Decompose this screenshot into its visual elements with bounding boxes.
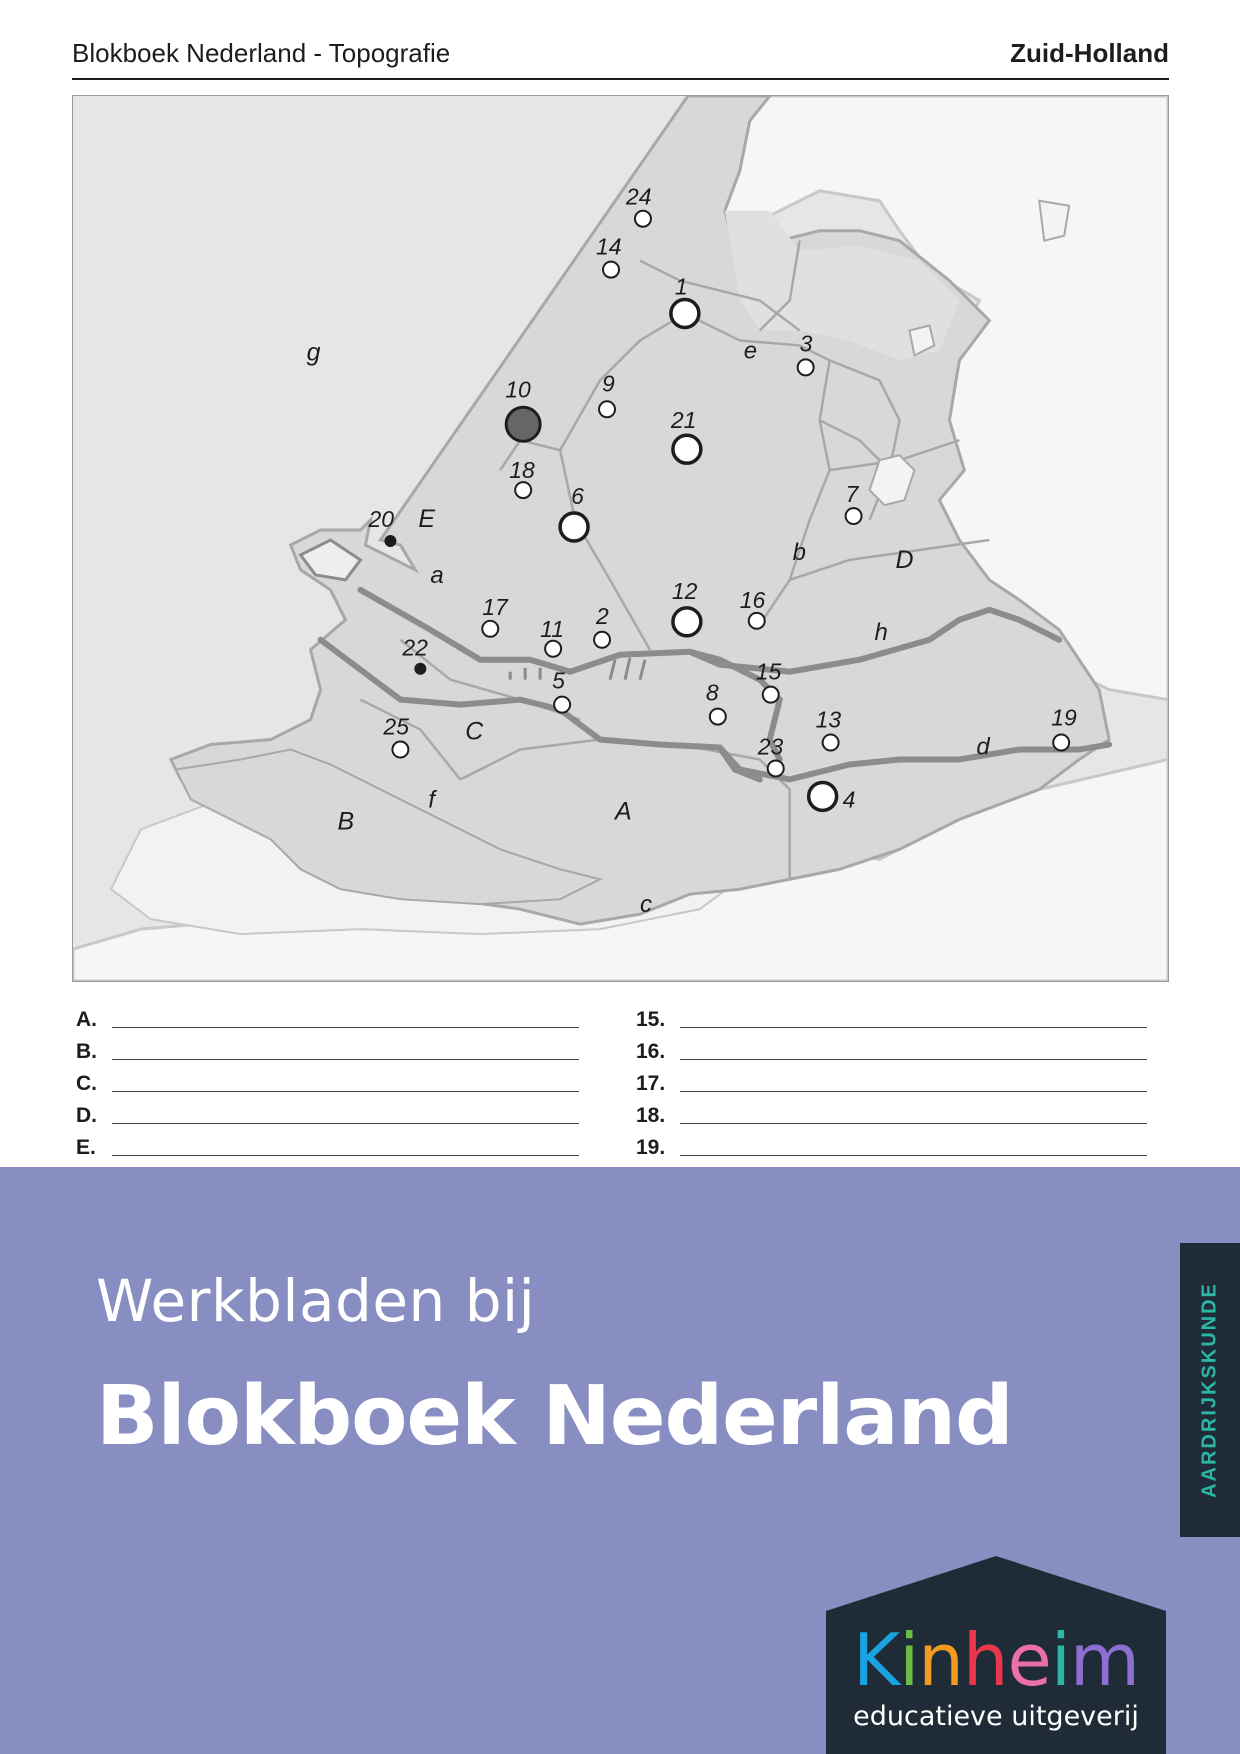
answer-key: B. (76, 1040, 97, 1063)
place-label-21: 21 (670, 407, 697, 434)
place-marker-24 (635, 211, 651, 227)
place-marker-13 (823, 735, 839, 751)
place-label-19: 19 (1051, 704, 1077, 731)
brand-tagline: educatieve uitgeverij (853, 1701, 1139, 1732)
water-label-f: f (428, 786, 436, 814)
brand-letter: i (1050, 1618, 1070, 1702)
brand-letter: K (853, 1618, 900, 1702)
water-label-c: c (639, 891, 652, 919)
place-marker-2 (594, 632, 610, 648)
region-label-d: D (895, 545, 914, 574)
answer-line[interactable] (680, 1123, 1147, 1124)
sea-label: g (306, 338, 321, 367)
place-marker-12 (673, 608, 701, 636)
worksheet-title: Blokboek Nederland - Topografie (72, 38, 451, 68)
place-marker-14 (603, 262, 619, 278)
water-label-d: d (976, 733, 990, 761)
place-label-8: 8 (705, 679, 719, 706)
brand-letter: n (918, 1618, 963, 1702)
answer-line[interactable] (112, 1091, 579, 1092)
place-label-16: 16 (739, 586, 766, 613)
place-label-4: 4 (842, 786, 856, 813)
water-label-h: h (874, 618, 888, 646)
water-label-b: b (792, 538, 807, 566)
answer-key: A. (76, 1008, 97, 1031)
place-marker-20 (384, 535, 396, 547)
place-label-23: 23 (757, 733, 784, 760)
place-label-6: 6 (571, 483, 584, 510)
place-label-18: 18 (509, 457, 535, 484)
place-marker-23 (768, 760, 784, 776)
place-marker-18 (515, 482, 531, 498)
subject-tab (1180, 1243, 1240, 1537)
answer-key: 16. (636, 1040, 666, 1063)
place-label-11: 11 (540, 615, 564, 642)
place-label-9: 9 (602, 370, 615, 397)
place-label-5: 5 (552, 667, 565, 694)
answer-line[interactable] (112, 1155, 579, 1156)
answer-key: 19. (636, 1136, 666, 1159)
place-label-17: 17 (482, 593, 508, 620)
place-marker-11 (545, 641, 561, 657)
answer-line[interactable] (112, 1027, 579, 1028)
region-name: Zuid-Holland (1010, 38, 1169, 68)
place-label-25: 25 (383, 713, 409, 740)
answer-key: 17. (636, 1072, 666, 1095)
subject-tab-label: AARDRIJKSKUNDE (1198, 1282, 1221, 1498)
place-label-12: 12 (671, 577, 698, 604)
place-label-10: 10 (505, 376, 531, 403)
place-marker-10 (506, 407, 540, 441)
answer-key: 18. (636, 1104, 666, 1127)
place-marker-5 (554, 697, 570, 713)
answer-line[interactable] (112, 1059, 579, 1060)
answer-key: E. (76, 1136, 96, 1159)
place-marker-25 (392, 742, 408, 758)
answer-line[interactable] (680, 1027, 1147, 1028)
region-label-e: E (418, 505, 436, 534)
page-header (72, 38, 1169, 80)
place-label-20: 20 (368, 506, 394, 533)
brand-letter: m (1069, 1618, 1139, 1702)
place-label-3: 3 (799, 330, 813, 357)
place-marker-21 (673, 435, 701, 463)
answer-line[interactable] (680, 1091, 1147, 1092)
place-marker-4 (809, 782, 837, 810)
place-marker-17 (482, 621, 498, 637)
place-label-15: 15 (755, 658, 782, 685)
brand-letter: e (1007, 1618, 1051, 1702)
cover-title: Blokboek Nederland (96, 1369, 1013, 1464)
place-marker-3 (798, 359, 814, 375)
place-label-7: 7 (845, 481, 859, 508)
water-label-a: a (430, 561, 444, 589)
answer-key: D. (76, 1104, 97, 1127)
brand-letter: i (899, 1618, 919, 1702)
answer-line[interactable] (680, 1155, 1147, 1156)
place-label-1: 1 (674, 273, 688, 300)
place-marker-16 (749, 613, 765, 629)
cover-subtitle: Werkbladen bij (96, 1267, 536, 1335)
place-marker-9 (599, 401, 615, 417)
cover-banner (0, 1167, 1240, 1754)
place-marker-22 (414, 663, 426, 675)
region-label-c: C (465, 717, 484, 746)
region-label-b: B (337, 807, 355, 836)
region-label-a: A (615, 797, 632, 826)
place-marker-8 (710, 709, 726, 725)
answer-line[interactable] (112, 1123, 579, 1124)
place-marker-7 (846, 508, 862, 524)
water-label-e: e (743, 337, 758, 365)
map-svg (73, 96, 1168, 981)
answer-lines (0, 1003, 1240, 1163)
answer-key: 15. (636, 1008, 666, 1031)
place-marker-15 (763, 687, 779, 703)
place-label-22: 22 (402, 634, 428, 661)
place-label-13: 13 (815, 706, 842, 733)
brand-wordmark (826, 1618, 1166, 1702)
place-label-14: 14 (596, 233, 622, 260)
answer-key: C. (76, 1072, 97, 1095)
place-marker-6 (560, 513, 588, 541)
place-label-24: 24 (625, 183, 652, 210)
place-label-2: 2 (596, 602, 609, 629)
answer-line[interactable] (680, 1059, 1147, 1060)
publisher-logo (826, 1556, 1166, 1754)
topographic-map (72, 95, 1169, 982)
place-marker-1 (671, 300, 699, 328)
place-marker-19 (1053, 735, 1069, 751)
brand-letter: h (962, 1618, 1008, 1702)
